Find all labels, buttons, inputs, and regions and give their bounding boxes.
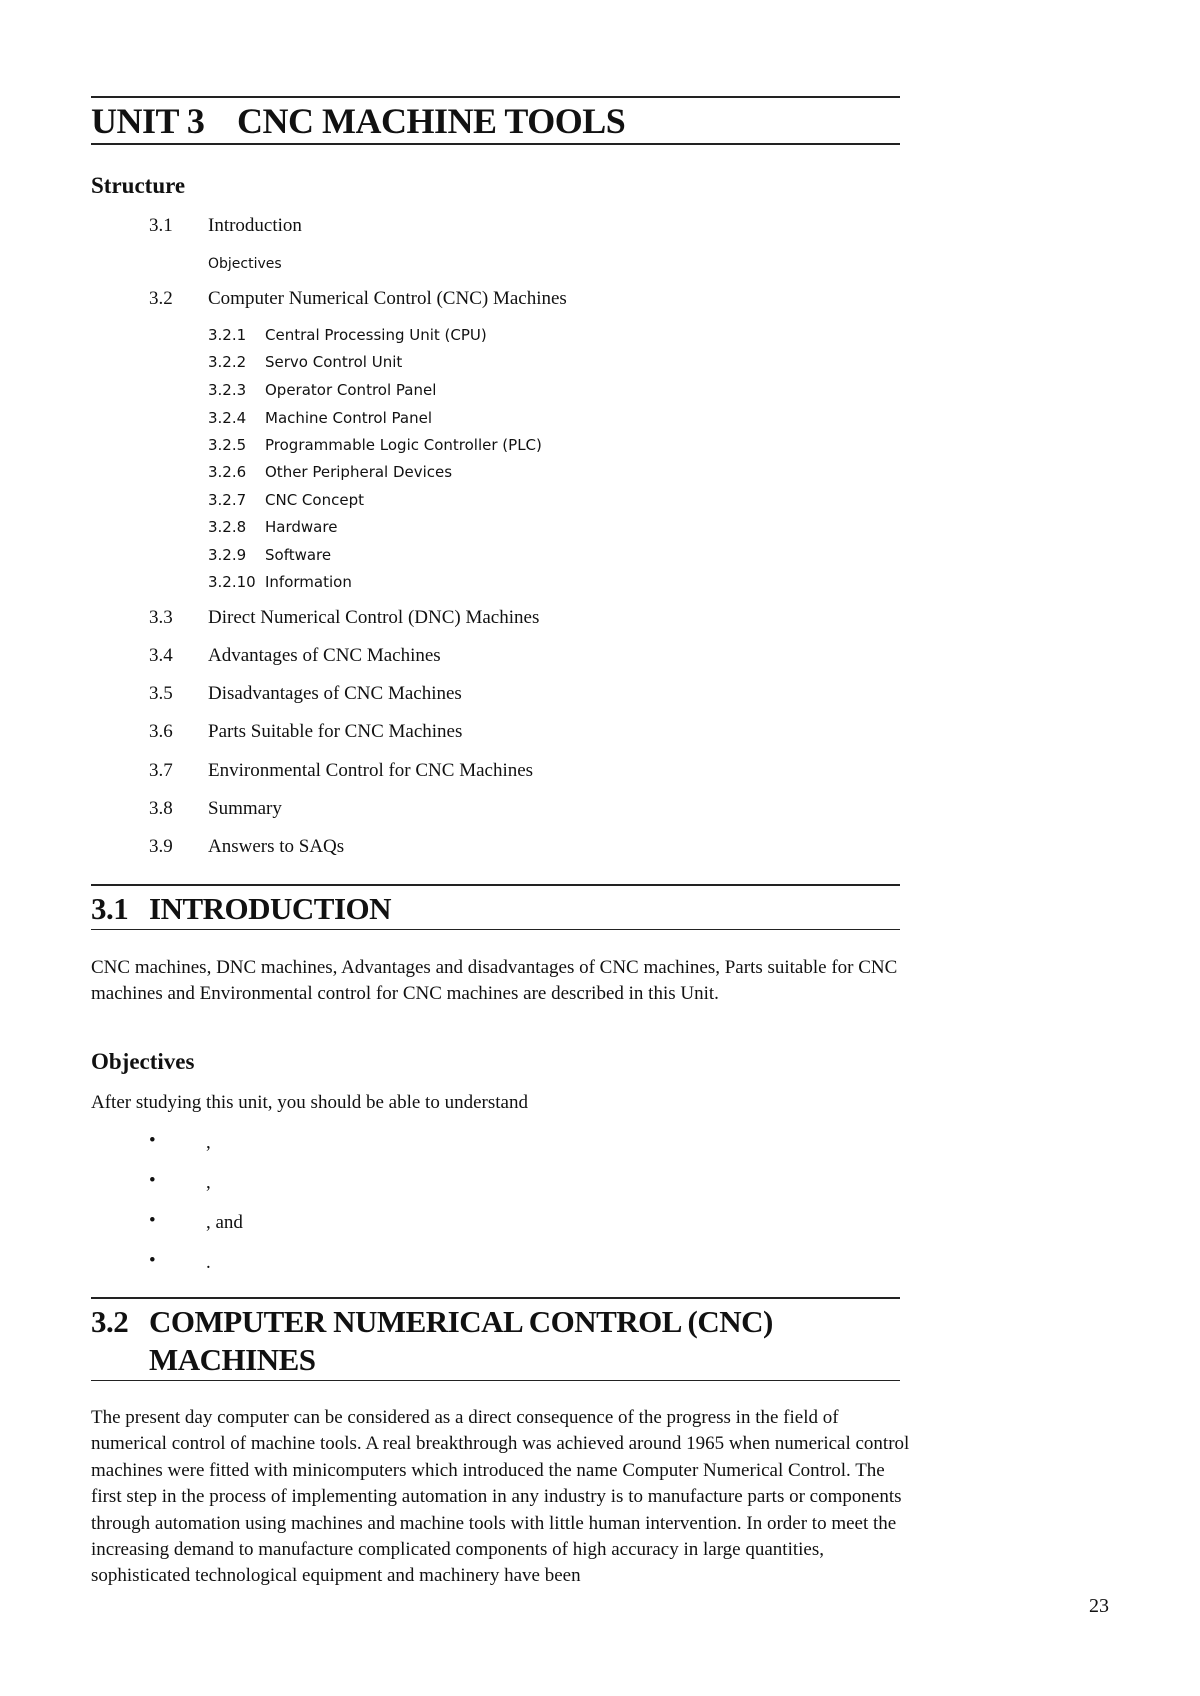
toc-subitem-label: Software	[265, 546, 332, 564]
section-bottom-rule	[91, 1380, 900, 1381]
toc-item-label: Introduction	[208, 215, 302, 236]
toc-item-label: Answers to SAQs	[208, 836, 345, 857]
cnc-paragraph: The present day computer can be considered as a direct consequence of the progress in the field of numerical control of machine tools. A real breakthrough was achieved around 1965 when numerical control machines were fitted with minicomputers which introduced the name Computer Numerical Control. The first step in the process of implementing automation in any industry is to manufacture parts or components through automation using machines and machine tools with little human intervention. In order to meet the increasing demand to manufacture complicated components of high accuracy in large quantities, sophisticated technological equipment and machinery have been	[91, 1407, 910, 1587]
toc-subitem-number: 3.2.2	[208, 353, 247, 371]
objective-item: ,	[206, 1172, 211, 1193]
toc-subitem-number: 3.2.7	[208, 491, 247, 509]
toc-subitem-number: 3.2.6	[208, 463, 247, 481]
section-top-rule	[91, 1297, 900, 1299]
objective-item: .	[206, 1252, 211, 1273]
objective-item: ,	[206, 1132, 211, 1153]
toc-item-number: 3.5	[149, 683, 173, 704]
section-number: 3.2	[91, 1304, 129, 1339]
bullet-symbol: •	[149, 1250, 156, 1271]
section-top-rule	[91, 884, 900, 886]
toc-item-label: Environmental Control for CNC Machines	[208, 760, 534, 781]
toc-item-label: Disadvantages of CNC Machines	[208, 683, 462, 704]
objectives-lead: After studying this unit, you should be able to understand	[91, 1092, 528, 1113]
toc-subitem-label: Operator Control Panel	[265, 381, 437, 399]
bullet-symbol: •	[149, 1210, 156, 1231]
toc-item-number: 3.9	[149, 836, 173, 857]
objective-item: , and	[206, 1212, 243, 1233]
title-bottom-rule	[91, 143, 900, 145]
page-number: 23	[1089, 1595, 1109, 1617]
toc-subitem-label: Information	[265, 573, 352, 591]
toc-item-number: 3.7	[149, 760, 173, 781]
objectives-heading: Objectives	[91, 1049, 195, 1074]
toc-subitem-number: 3.2.10	[208, 573, 256, 591]
section-title: INTRODUCTION	[149, 891, 392, 926]
intro-paragraph: CNC machines, DNC machines, Advantages and disadvantages of CNC machines, Parts suitable for CNC machines and Environmental control for CNC machines are described in this Unit.	[91, 957, 898, 1005]
toc-subitem-number: 3.2.1	[208, 326, 247, 344]
bullet-symbol: •	[149, 1130, 156, 1151]
toc-item-label: Parts Suitable for CNC Machines	[208, 721, 463, 742]
toc-subitem-number: 3.2.4	[208, 409, 247, 427]
structure-heading: Structure	[91, 173, 186, 198]
section-bottom-rule	[91, 929, 900, 930]
toc-item-number: 3.8	[149, 798, 173, 819]
toc-subitem-objectives: Objectives	[208, 256, 282, 272]
toc-item-label: Summary	[208, 798, 282, 819]
unit-title	[91, 100, 625, 142]
toc-subitem-label: Programmable Logic Controller (PLC)	[265, 436, 542, 454]
toc-subitem-label: Central Processing Unit (CPU)	[265, 326, 487, 344]
toc-item-number: 3.6	[149, 721, 173, 742]
toc-item-label: Direct Numerical Control (DNC) Machines	[208, 607, 540, 628]
section-number: 3.1	[91, 891, 129, 926]
section-heading-introduction	[91, 890, 391, 928]
toc-item-number: 3.3	[149, 607, 173, 628]
toc-subitem-label: CNC Concept	[265, 491, 364, 509]
section-title-line-2: MACHINES	[149, 1342, 316, 1377]
toc-subitem-number: 3.2.3	[208, 381, 247, 399]
unit-number: UNIT 3	[91, 101, 205, 141]
toc-subitem-label: Machine Control Panel	[265, 409, 433, 427]
title-top-rule	[91, 96, 900, 98]
toc-item-number: 3.2	[149, 288, 173, 309]
toc-subitem-number: 3.2.5	[208, 436, 247, 454]
section-title-line-1: COMPUTER NUMERICAL CONTROL (CNC)	[149, 1304, 773, 1339]
toc-subitem-number: 3.2.8	[208, 518, 247, 536]
toc-subitem-label: Hardware	[265, 518, 338, 536]
toc-item-number: 3.1	[149, 215, 173, 236]
toc-subitem-label: Other Peripheral Devices	[265, 463, 453, 481]
unit-name: CNC MACHINE TOOLS	[237, 101, 626, 141]
section-heading-cnc	[91, 1303, 773, 1379]
toc-item-label: Computer Numerical Control (CNC) Machines	[208, 288, 567, 309]
toc-subitem-label: Servo Control Unit	[265, 353, 403, 371]
bullet-symbol: •	[149, 1170, 156, 1191]
toc-item-label: Advantages of CNC Machines	[208, 645, 441, 666]
toc-subitem-number: 3.2.9	[208, 546, 247, 564]
toc-item-number: 3.4	[149, 645, 173, 666]
